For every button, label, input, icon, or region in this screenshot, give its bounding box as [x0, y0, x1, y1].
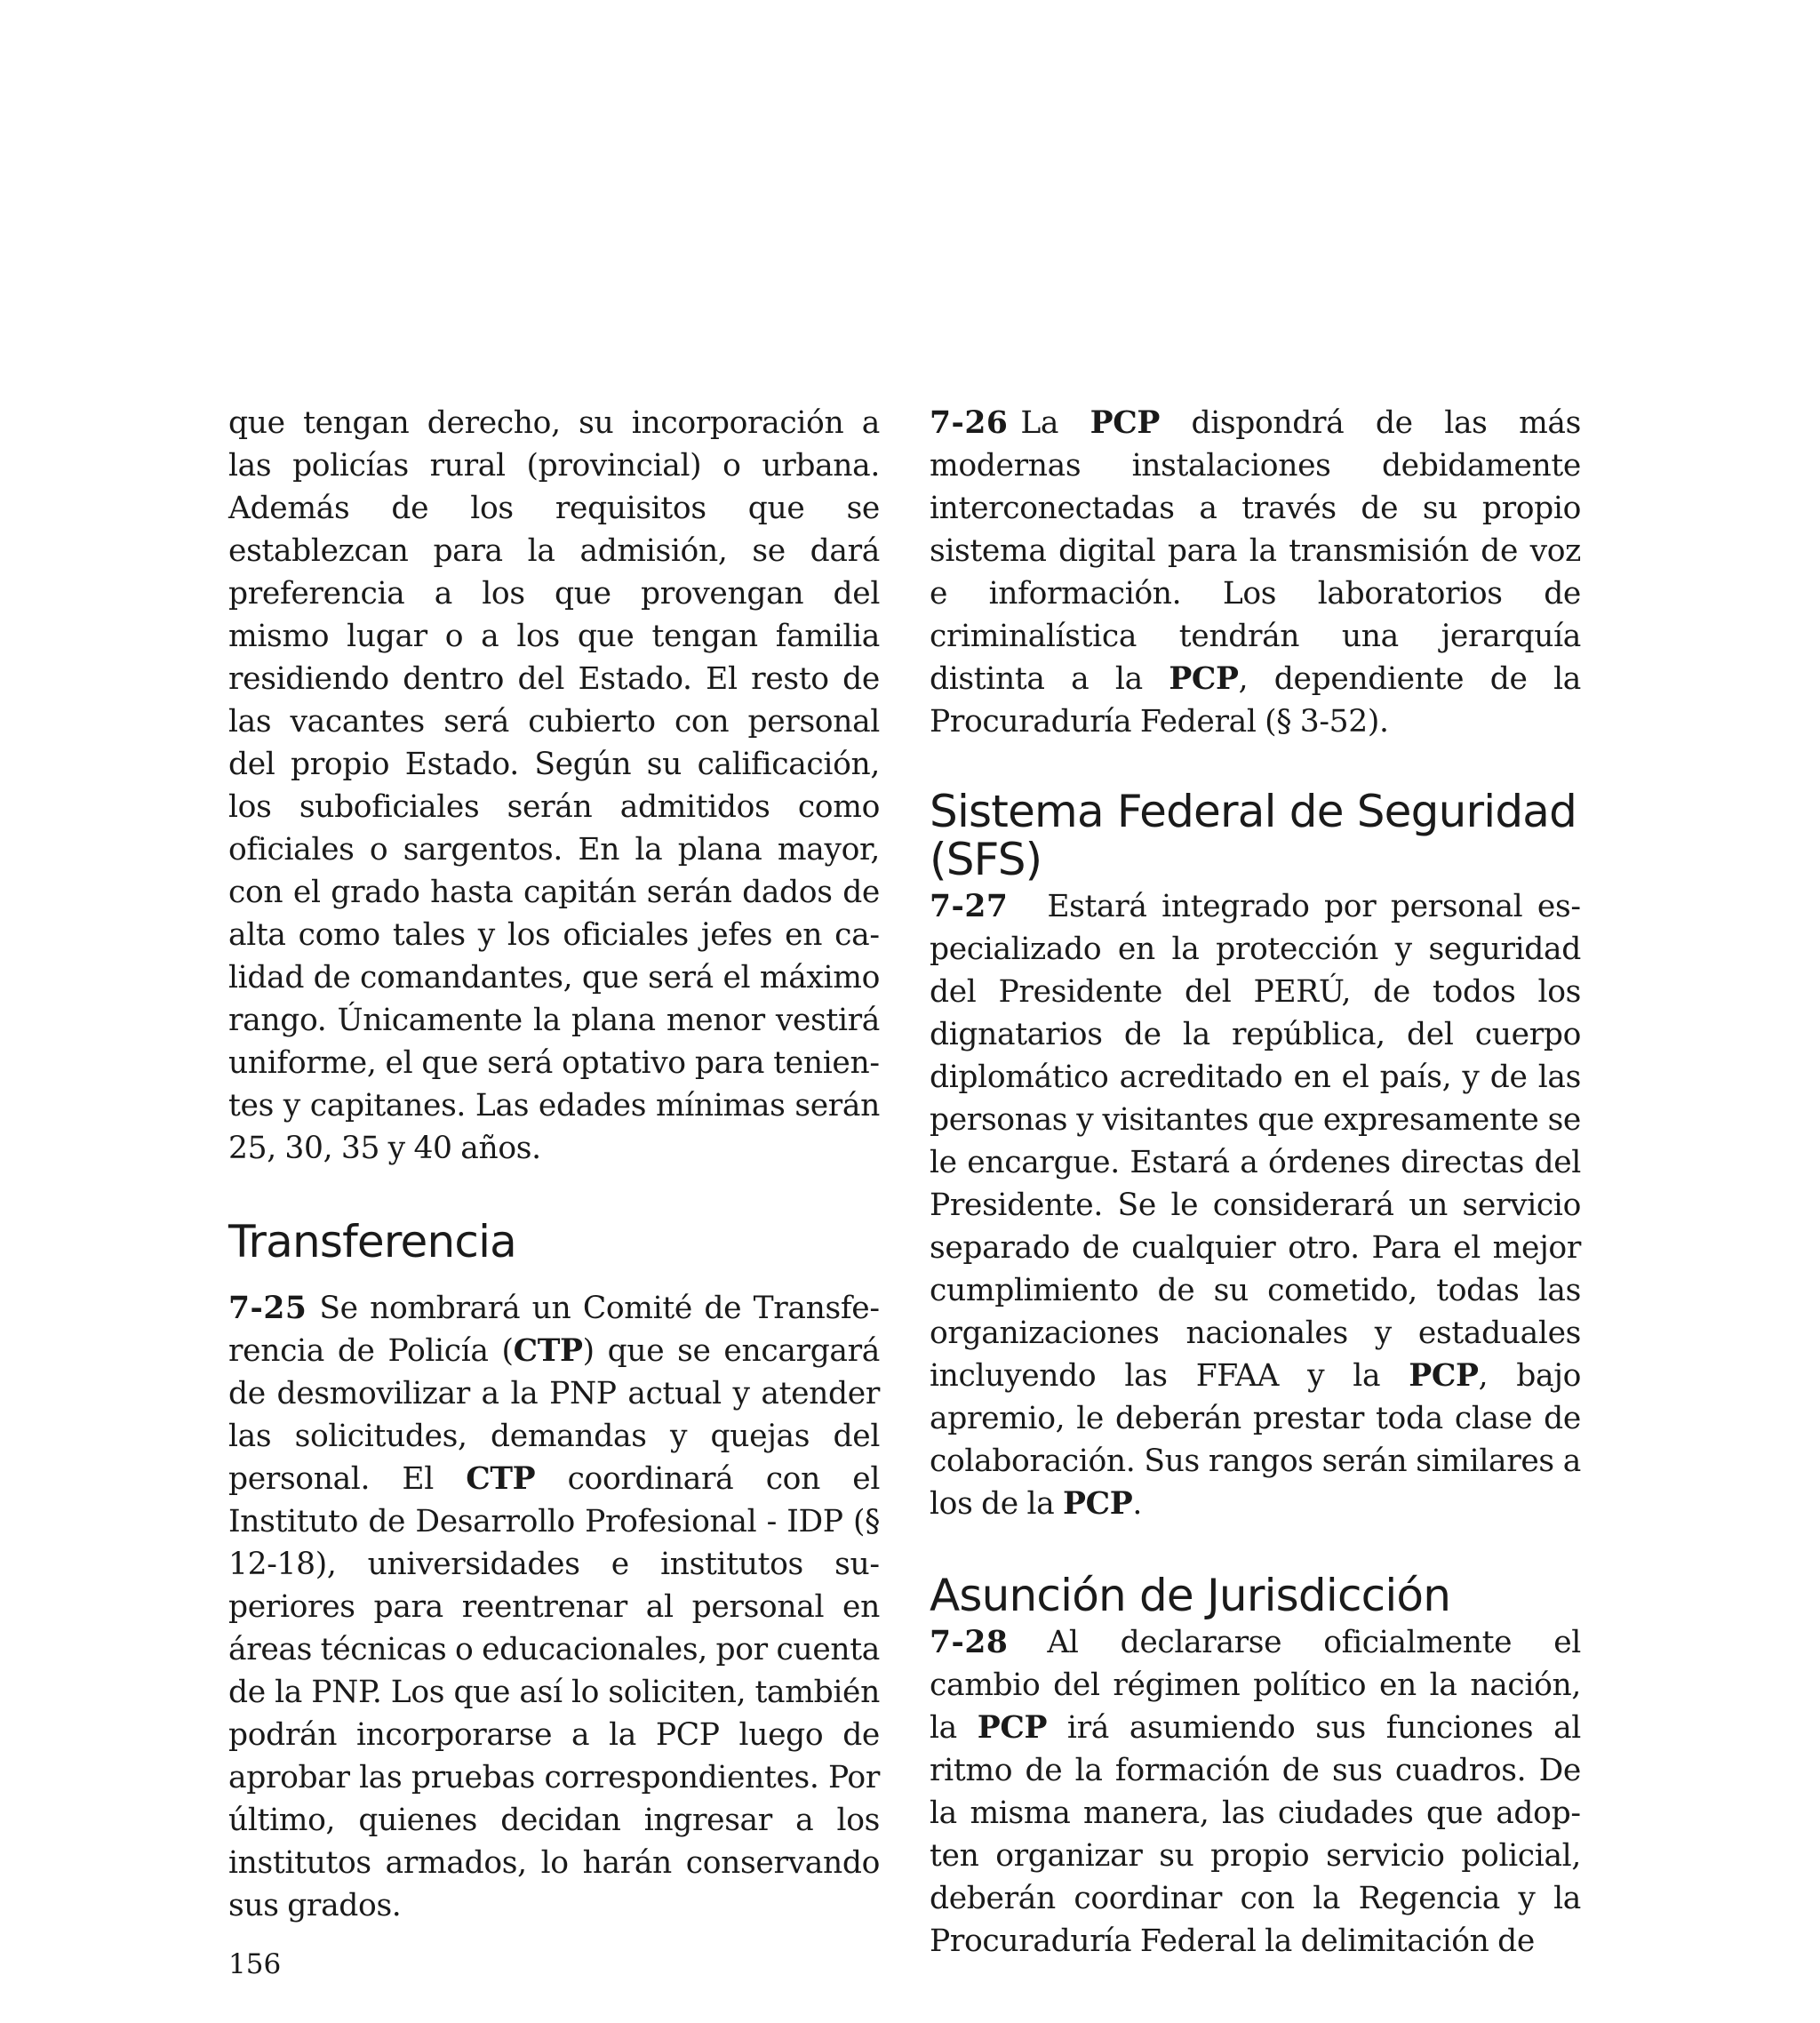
article-text: Al declararse oficialmente el cambio del régimen político en la nación, la — [930, 1625, 1581, 1746]
article-text: , dependiente de la Procuraduría Federal (§ 3-52). — [930, 661, 1581, 740]
abbreviation-pcp: PCP — [1169, 661, 1239, 697]
section-heading-sfs: Sistema Federal de Seguridad (SFS) — [930, 786, 1577, 885]
left-column — [228, 402, 880, 1927]
intro-paragraph: que tengan derecho, su incorporación a las policías rural (provincial) o urbana. Además de los requisitos que se establezcan para la admisión, se dará preferencia a los que provengan del mismo lugar o a los que tengan familia residiendo dentro del Estado. El resto de las vacantes será cubierto con personal del propio Estado. Según su calificación, los suboficiales serán admitidos como oficiales o sargentos. En la plana mayor, con el grado hasta capitán serán dados de alta como tales y los oficiales jefes en calidad de comandantes, que será el máximo rango. Únicamente la plana menor vestirá uniforme, el que será optativo para tenientes y capitanes. Las edades mínimas serán 25, 30, 35 y 40 años. — [228, 405, 880, 1166]
article-text: Se nombrará un Comité de Transferencia de Policía ( — [228, 1291, 880, 1369]
article-text: La — [1020, 405, 1090, 441]
article-number: 7-26 — [930, 405, 1009, 441]
section-heading-asuncion: Asunción de Jurisdicción — [930, 1570, 1451, 1621]
article-text: ) que se encargará de desmovilizar a la PNP actual y atender las solicitudes, demandas y quejas del personal. El — [228, 1333, 881, 1497]
article-text: Estará integrado por personal especializado en la protección y seguridad del Presidente del PERÚ, de todos los dignatarios de la república, del cuerpo diplomático acreditado en el país, y de las personas y visitantes que expresamente se le encargue. Estará a órdenes directas del Presidente. Se le considerará un servicio separado de cualquier otro. Para el mejor cumplimiento de su cometido, todas las organizaciones nacionales y estaduales incluyendo las FFAA y la — [930, 889, 1581, 1394]
article-text: . — [1132, 1486, 1142, 1522]
article-text: coordinará con el Instituto de Desarrollo Profesional - IDP (§ 12-18), universidades e institutos superiores para reentrenar al personal en áreas técnicas o educacionales, por cuenta de la PNP. Los que así lo soliciten, también podrán incorporarse a la PCP luego de aprobar las pruebas correspondientes. Por último, quienes decidan ingresar a los institutos armados, lo harán conservando sus grados. — [228, 1461, 881, 1923]
article-7-25 — [228, 1287, 880, 1927]
article-7-26 — [930, 402, 1581, 743]
abbreviation-pcp: PCP — [1409, 1358, 1479, 1394]
article-text: , bajo apremio, le deberán prestar toda clase de colaboración. Sus rangos serán similares a los de la — [930, 1358, 1581, 1522]
abbreviation-ctp: CTP — [466, 1461, 536, 1497]
abbreviation-ctp: CTP — [513, 1333, 583, 1369]
article-number: 7-25 — [228, 1291, 307, 1326]
abbreviation-pcp: PCP — [1090, 405, 1160, 441]
abbreviation-pcp: PCP — [977, 1710, 1048, 1746]
abbreviation-pcp: PCP — [1063, 1486, 1133, 1522]
article-number: 7-28 — [930, 1625, 1009, 1660]
section-heading-transferencia: Transferencia — [228, 1216, 517, 1267]
page-number: 156 — [228, 1948, 282, 1980]
article-7-27 — [930, 885, 1581, 1525]
article-number: 7-27 — [930, 889, 1009, 924]
right-column — [930, 402, 1581, 1963]
article-text: dispondrá de las más modernas instalaciones debidamente interconectadas a través de su propio sistema digital para la transmisión de voz e información. Los laboratorios de criminalística tendrán una jerarquía distinta a la — [930, 405, 1582, 697]
article-7-28 — [930, 1621, 1581, 1963]
article-text: irá asumiendo sus funciones al ritmo de la formación de sus cuadros. De la misma manera, las ciudades que adopten organizar su propio servicio policial, deberán coordinar con la Regencia y la Procuraduría Federal la delimitación de — [930, 1710, 1581, 1959]
